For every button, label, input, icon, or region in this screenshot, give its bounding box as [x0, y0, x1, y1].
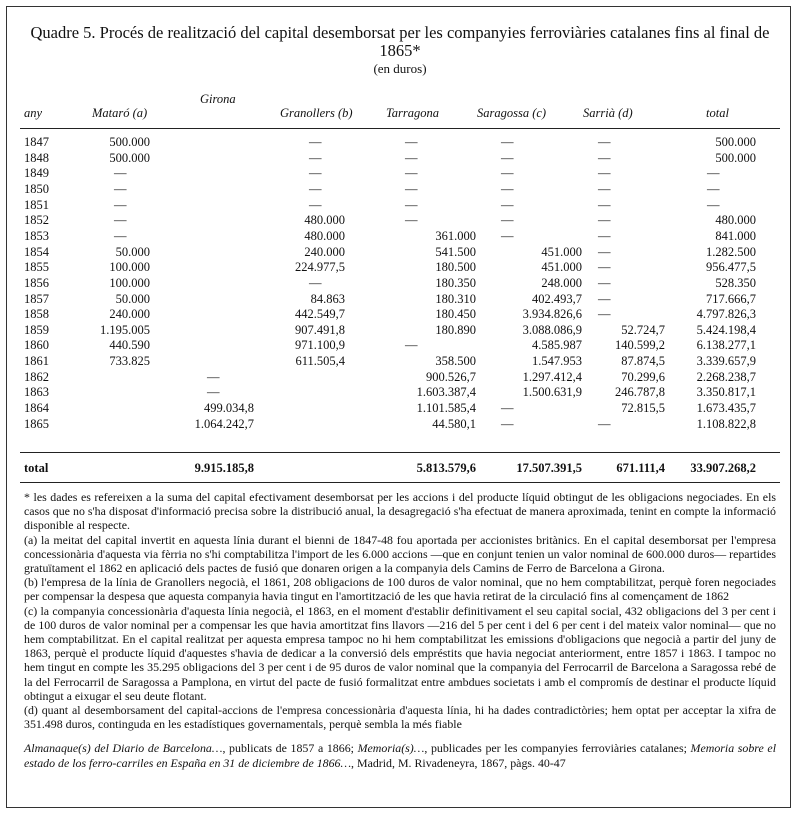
cell-sarria: —: [598, 275, 611, 290]
cell-total: 6.138.277,1: [696, 338, 756, 353]
cell-sarria: —: [598, 416, 611, 431]
cell-mataro: 100.000: [109, 260, 150, 275]
total-rule-top: [20, 452, 780, 453]
total-girona: 9.915.185,8: [194, 461, 254, 475]
note-b: (b) l'empresa de la línia de Granollers negocià, el 1861, 208 obligacions de 100 duros de valor nominal, que no hem comptabilitzat, perquè foren negociades per compensar la despesa que aquesta companyia havia tingut en l'amortització de les que havia retirat de la circulació fins al començament de 1862: [24, 575, 776, 604]
header-girona: Girona: [200, 92, 236, 106]
row-year: 1864: [24, 401, 49, 416]
row-year: 1863: [24, 385, 49, 400]
row-year: 1858: [24, 307, 49, 322]
source-title-3: Memoria sobre el estado de los ferro-carriles en España en 31 de diciembre de 1866…: [24, 741, 776, 770]
cell-sarria: 246.787,8: [615, 385, 665, 400]
row-year: 1857: [24, 291, 49, 306]
cell-total: 1.673.435,7: [696, 401, 756, 416]
table-row: [0, 292, 800, 308]
cell-sarria: 72.815,5: [621, 401, 665, 416]
cell-girona: —: [207, 369, 220, 384]
cell-sarria: —: [598, 150, 611, 165]
cell-sarria: 70.299,6: [621, 369, 665, 384]
cell-granollers: —: [309, 166, 322, 181]
cell-saragossa: 1.500.631,9: [522, 385, 582, 400]
table-row: [0, 307, 800, 323]
table-row: [0, 182, 800, 198]
cell-saragossa: 3.934.826,6: [522, 307, 582, 322]
cell-tarragona: 1.603.387,4: [416, 385, 476, 400]
cell-mataro: 100.000: [109, 275, 150, 290]
cell-total: —: [707, 181, 720, 196]
cell-girona: —: [207, 385, 220, 400]
row-year: 1852: [24, 213, 49, 228]
row-year: 1851: [24, 197, 49, 212]
cell-tarragona: 180.890: [435, 322, 476, 337]
cell-mataro: 1.195.005: [100, 322, 150, 337]
cell-mataro: 733.825: [109, 354, 150, 369]
cell-tarragona: 180.500: [435, 260, 476, 275]
cell-granollers: 240.000: [304, 244, 345, 259]
cell-tarragona: —: [405, 213, 418, 228]
header-sarria: Sarrià (d): [583, 106, 633, 120]
row-year: 1861: [24, 354, 49, 369]
header-total: total: [706, 106, 729, 120]
header-any: any: [24, 106, 43, 120]
cell-tarragona: —: [405, 181, 418, 196]
table-row: [0, 323, 800, 339]
total-total: 33.907.268,2: [690, 461, 756, 475]
table-row: [0, 245, 800, 261]
source-title-2: Memoria(s)…: [357, 741, 425, 756]
cell-tarragona: 1.101.585,4: [416, 401, 476, 416]
cell-saragossa: 248.000: [541, 275, 582, 290]
cell-tarragona: 541.500: [435, 244, 476, 259]
cell-mataro: 440.590: [109, 338, 150, 353]
cell-total: 4.797.826,3: [696, 307, 756, 322]
row-year: 1865: [24, 416, 49, 431]
cell-mataro: 500.000: [109, 135, 150, 149]
cell-tarragona: 180.350: [435, 275, 476, 290]
cell-saragossa: —: [501, 135, 514, 149]
cell-tarragona: —: [405, 135, 418, 149]
row-year: 1862: [24, 369, 49, 384]
cell-granollers: 442.549,7: [295, 307, 345, 322]
cell-tarragona: —: [405, 150, 418, 165]
note-d: (d) quant al desemborsament del capital-accions de l'empresa concessionària d'aquesta línia, hi ha dades contradictòries; hem optat per acceptar la xifra de 351.498 duros, continguda en les estadístiques governamentals, perquè sembla la més fiable: [24, 703, 776, 732]
table-row: [0, 370, 800, 386]
header-tarragona: Tarragona: [386, 106, 440, 120]
cell-saragossa: 4.585.987: [532, 338, 582, 353]
table-row: [0, 213, 800, 229]
cell-total: 2.268.238,7: [696, 369, 756, 384]
cell-saragossa: —: [501, 213, 514, 228]
cell-sarria: —: [598, 213, 611, 228]
notes: [24, 490, 776, 770]
row-year: 1856: [24, 275, 49, 290]
table-title: Quadre 5. Procés de realització del capital desemborsat per les companyies ferroviàries catalanes fins al final de 1865*: [30, 23, 770, 60]
note-c: (c) la companyia concessionària d'aquesta línia negocià, el 1863, en el moment d'establir definitivament el seu capital social, 432 obligacions del 3 per cent i de 100 duros de valor nominal per a compensar les que havia amortitzat fins llavors —216 del 5 per cent i del 6 per cent i del mateix valor nominal— que no hem comptabilitzat. En el capital realitzat per aquesta empresa tampoc no hi hem comptabilitzat les emissions d'obligacions que negocià a partir del juny de 1863, perquè el producte líquid d'aquestes s'havia de dedicar a la conversió dels empréstits que havia negociat anteriorment, entre 1857 i 1863. I tampoc no hem tingut en compte les 35.295 obligacions del 3 per cent i de 95 duros de valor nominal que la companyia del Ferrocarril de Barcelona a Saragossa rebé de la del Ferrocarril de Saragossa a Pamplona, en virtut del pacte de fusió formalitzat entre ambdues societats i amb el compromís de destinar el producte líquid obtingut a eixugar el seu deute flotant.: [24, 603, 776, 703]
cell-granollers: 907.491,8: [295, 322, 345, 337]
cell-tarragona: —: [405, 166, 418, 181]
cell-granollers: 224.977,5: [295, 260, 345, 275]
source-line: [24, 741, 776, 769]
cell-mataro: —: [114, 197, 127, 212]
row-year: 1847: [24, 135, 49, 149]
table-row: [0, 260, 800, 276]
cell-total: 1.282.500: [706, 244, 756, 259]
cell-total: 717.666,7: [706, 291, 756, 306]
cell-total: 528.350: [715, 275, 756, 290]
cell-sarria: —: [598, 181, 611, 196]
cell-saragossa: —: [501, 150, 514, 165]
cell-total: 956.477,5: [706, 260, 756, 275]
cell-granollers: —: [309, 181, 322, 196]
cell-sarria: —: [598, 197, 611, 212]
header-mataro: Mataró (a): [92, 106, 148, 120]
cell-saragossa: —: [501, 181, 514, 196]
table-row: [0, 151, 800, 167]
cell-saragossa: —: [501, 197, 514, 212]
cell-saragossa: 402.493,7: [532, 291, 582, 306]
cell-mataro: 50.000: [115, 244, 150, 259]
header-granollers: Granollers (b): [280, 106, 353, 120]
cell-sarria: —: [598, 166, 611, 181]
cell-tarragona: 900.526,7: [426, 369, 476, 384]
cell-granollers: —: [309, 150, 322, 165]
row-year: 1859: [24, 322, 49, 337]
row-year: 1854: [24, 244, 49, 259]
cell-tarragona: 358.500: [435, 354, 476, 369]
row-year: 1855: [24, 260, 49, 275]
cell-saragossa: 451.000: [541, 244, 582, 259]
total-tarragona: 5.813.579,6: [416, 461, 476, 475]
cell-granollers: 84.863: [310, 291, 345, 306]
cell-mataro: —: [114, 166, 127, 181]
cell-sarria: 52.724,7: [621, 322, 665, 337]
table-row: [0, 401, 800, 417]
cell-sarria: —: [598, 260, 611, 275]
note-star: * les dades es refereixen a la suma del capital efectivament desemborsat per les accions i del producte líquid obtingut de les obligacions negociades. En els casos que no s'ha disposat d'informació precisa sobre la distribució anual, la desagregació s'ha efectuat de manera aproximada, tenint en compte la informació disponible al respecte.: [24, 490, 776, 533]
cell-total: —: [707, 197, 720, 212]
cell-total: 5.424.198,4: [696, 322, 756, 337]
cell-mataro: 50.000: [115, 291, 150, 306]
cell-girona: 1.064.242,7: [194, 416, 254, 431]
cell-granollers: —: [309, 135, 322, 149]
cell-granollers: —: [309, 275, 322, 290]
total-saragossa: 17.507.391,5: [516, 461, 582, 475]
cell-saragossa: 451.000: [541, 260, 582, 275]
cell-granollers: 611.505,4: [295, 354, 345, 369]
cell-mataro: —: [114, 213, 127, 228]
table-row: [0, 276, 800, 292]
cell-total: —: [707, 166, 720, 181]
cell-tarragona: 361.000: [435, 228, 476, 243]
table-row: [0, 198, 800, 214]
cell-total: 841.000: [715, 228, 756, 243]
table-row: [0, 135, 800, 151]
cell-saragossa: —: [501, 166, 514, 181]
table-row: [0, 166, 800, 182]
cell-tarragona: 180.450: [435, 307, 476, 322]
source-text-1: , publicats de 1857 a 1866;: [222, 741, 358, 756]
cell-tarragona: —: [405, 197, 418, 212]
note-a: (a) la meitat del capital invertit en aquesta línia durant el bienni de 1847-48 fou aportada per accionistes britànics. En el capital desemborsat per l'empresa concessionària d'aquesta via fèrria no s'hi comptabilitza l'import de les 6.000 accions —que en conjunt tenien un valor nominal de 600.000 duros— repartides gratuïtament el 1862 en aplicació dels pactes de fusió que donaren origen a la companyia dels Camins de Ferro de Barcelona a Girona.: [24, 532, 776, 576]
source-text-2: , publicades per les companyies ferroviàries catalanes;: [424, 741, 691, 756]
cell-saragossa: 1.547.953: [532, 354, 582, 369]
cell-tarragona: 180.310: [435, 291, 476, 306]
row-year: 1860: [24, 338, 49, 353]
cell-total: 1.108.822,8: [696, 416, 756, 431]
cell-sarria: 140.599,2: [615, 338, 665, 353]
cell-mataro: —: [114, 228, 127, 243]
cell-mataro: 500.000: [109, 150, 150, 165]
row-year: 1848: [24, 150, 49, 165]
source-title-1: Almanaque(s) del Diario de Barcelona…: [24, 741, 223, 756]
cell-total: 3.350.817,1: [696, 385, 756, 400]
cell-girona: 499.034,8: [204, 401, 254, 416]
row-year: 1850: [24, 181, 49, 196]
cell-saragossa: —: [501, 228, 514, 243]
cell-total: 500.000: [715, 135, 756, 149]
total-label: total: [24, 461, 49, 475]
table-row: [0, 385, 800, 401]
cell-total: 480.000: [715, 213, 756, 228]
cell-granollers: 480.000: [304, 213, 345, 228]
cell-mataro: —: [114, 181, 127, 196]
header-saragossa: Saragossa (c): [477, 106, 547, 120]
table-row: [0, 417, 800, 433]
source-text-3: , Madrid, M. Rivadeneyra, 1867, pàgs. 40-47: [351, 755, 566, 770]
table-row: [0, 229, 800, 245]
cell-saragossa: 3.088.086,9: [522, 322, 582, 337]
cell-total: 500.000: [715, 150, 756, 165]
cell-sarria: —: [598, 228, 611, 243]
cell-sarria: —: [598, 307, 611, 322]
cell-mataro: 240.000: [109, 307, 150, 322]
cell-sarria: —: [598, 291, 611, 306]
table-row: [0, 354, 800, 370]
cell-tarragona: —: [405, 338, 418, 353]
cell-sarria: —: [598, 135, 611, 149]
total-sarria: 671.111,4: [616, 461, 665, 475]
header-rule: [20, 128, 780, 129]
table-unit: (en duros): [373, 61, 427, 76]
cell-granollers: 971.100,9: [295, 338, 345, 353]
row-year: 1853: [24, 228, 49, 243]
cell-saragossa: —: [501, 416, 514, 431]
cell-saragossa: 1.297.412,4: [522, 369, 582, 384]
cell-tarragona: 44.580,1: [432, 416, 476, 431]
table-row: [0, 338, 800, 354]
cell-sarria: 87.874,5: [621, 354, 665, 369]
cell-granollers: 480.000: [304, 228, 345, 243]
cell-sarria: —: [598, 244, 611, 259]
row-year: 1849: [24, 166, 49, 181]
cell-saragossa: —: [501, 401, 514, 416]
cell-granollers: —: [309, 197, 322, 212]
total-rule-bottom: [20, 482, 780, 483]
cell-total: 3.339.657,9: [696, 354, 756, 369]
